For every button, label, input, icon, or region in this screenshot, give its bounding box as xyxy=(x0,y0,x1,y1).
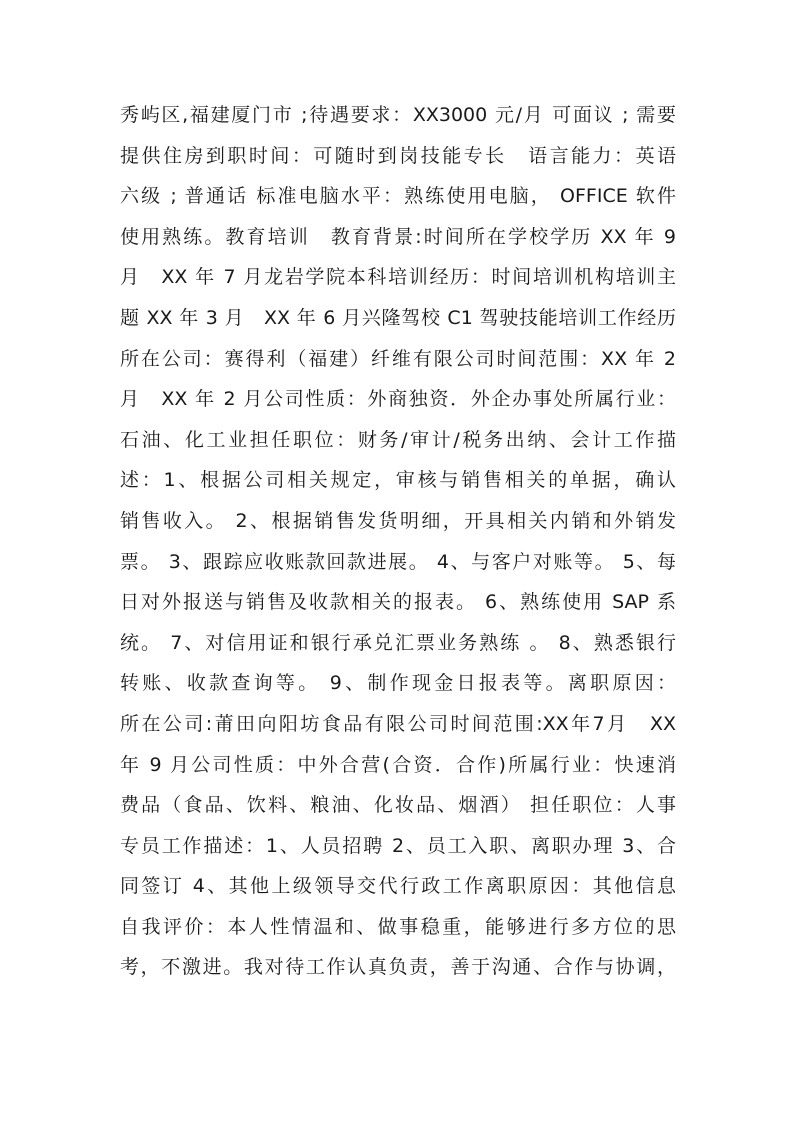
text-line: 所在公司:莆田向阳坊食品有限公司时间范围:XX年7月 XX xyxy=(120,712,676,735)
text-line: 六级 ; 普通话 标准电脑水平：熟练使用电脑， OFFICE 软件 xyxy=(120,185,676,208)
text-line: 述：1、根据公司相关规定，审核与销售相关的单据，确认 xyxy=(120,469,676,492)
text-line: 月 XX 年 2 月公司性质：外商独资．外企办事处所属行业： xyxy=(120,388,676,411)
text-line: 票。 3、跟踪应收账款回款进展。 4、与客户对账等。 5、每 xyxy=(120,550,676,573)
text-line: 年 9 月公司性质：中外合营(合资．合作)所属行业：快速消 xyxy=(120,753,676,776)
text-line: 月 XX 年 7 月龙岩学院本科培训经历：时间培训机构培训主 xyxy=(120,266,676,289)
text-line: 转账、收款查询等。 9、制作现金日报表等。离职原因： xyxy=(120,672,676,695)
text-line: 自我评价：本人性情温和、做事稳重，能够进行多方位的思 xyxy=(120,915,676,938)
text-line: 石油、化工业担任职位：财务/审计/税务出纳、会计工作描 xyxy=(120,428,676,451)
text-line: 考，不激进。我对待工作认真负责，善于沟通、合作与协调， xyxy=(120,956,676,979)
text-line: 题 XX 年 3 月 XX 年 6 月兴隆驾校 C1 驾驶技能培训工作经历 xyxy=(120,306,676,329)
text-line: 提供住房到职时间：可随时到岗技能专长 语言能力：英语 xyxy=(120,144,676,167)
text-line: 统。 7、对信用证和银行承兑汇票业务熟练 。 8、熟悉银行 xyxy=(120,631,676,654)
resume-body-text xyxy=(120,95,676,988)
text-line: 费品（食品、饮料、粮油、化妆品、烟酒） 担任职位：人事 xyxy=(120,794,676,817)
text-line: 专员工作描述：1、人员招聘 2、员工入职、离职办理 3、合 xyxy=(120,834,676,857)
text-line: 秀屿区,福建厦门市 ;待遇要求：XX3000 元/月 可面议 ; 需要 xyxy=(120,104,676,126)
text-line: 同签订 4、其他上级领导交代行政工作离职原因：其他信息 xyxy=(120,875,676,898)
text-line: 所在公司：赛得利（福建）纤维有限公司时间范围：XX 年 2 xyxy=(120,347,676,370)
text-line: 日对外报送与销售及收款相关的报表。 6、熟练使用 SAP 系 xyxy=(120,591,676,614)
text-line: 销售收入。 2、根据销售发货明细，开具相关内销和外销发 xyxy=(120,509,676,532)
text-line: 使用熟练。教育培训 教育背景:时间所在学校学历 XX 年 9 xyxy=(120,225,676,248)
